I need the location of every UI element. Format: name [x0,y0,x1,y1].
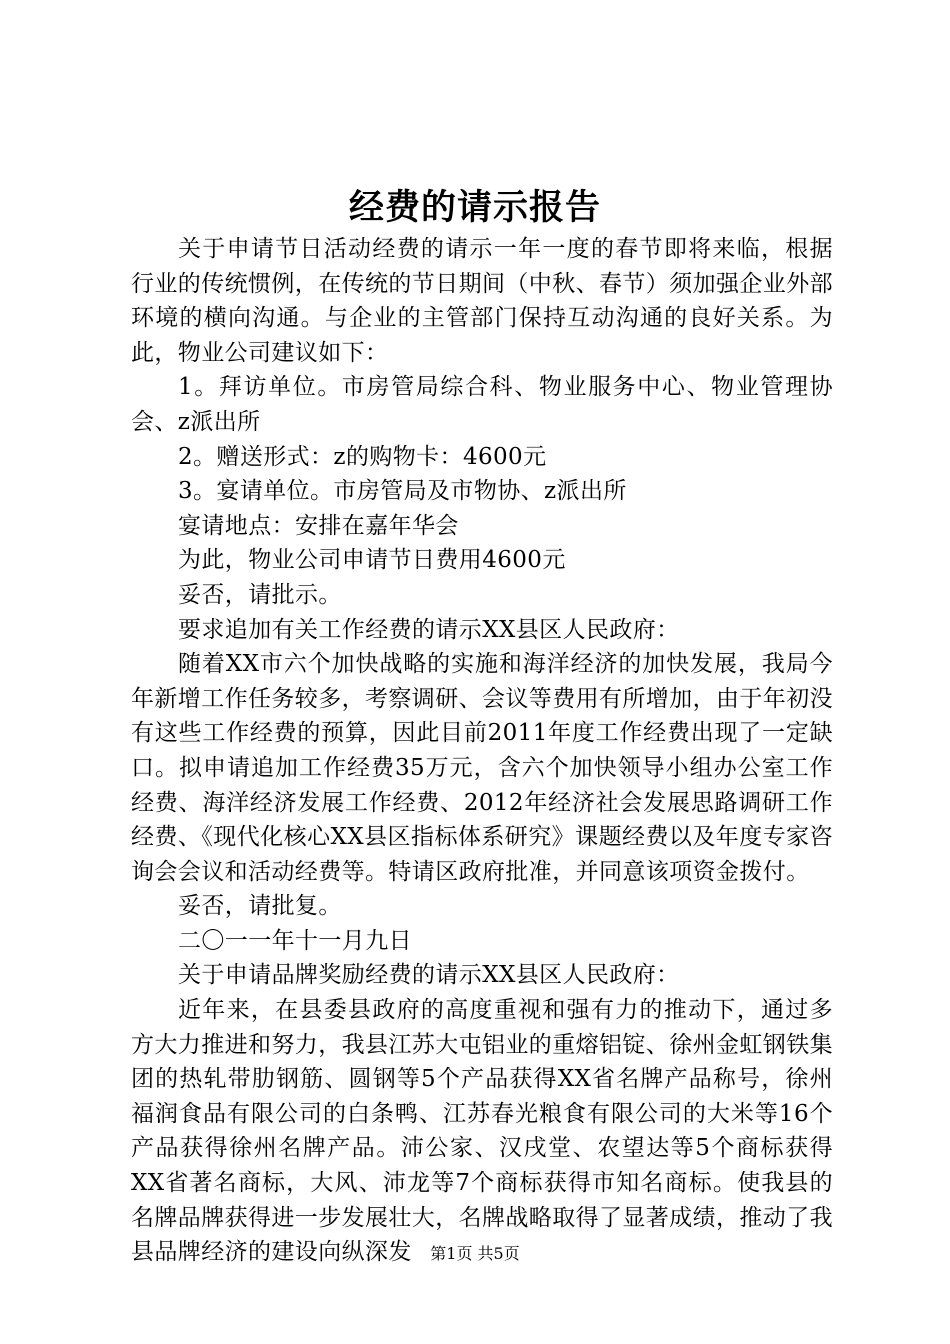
paragraph: 3。宴请单位。市房管局及市物协、z派出所 [178,478,627,505]
paragraph: 妥否，请批示。 [178,581,342,608]
paragraph: 关于申请节日活动经费的请示一年一度的春节即将来临，根据行业的传统惯例，在传统的节日期间（中秋、春节）须加强企业外部环境的横向沟通。与企业的主管部门保持互动沟通的良好关系。为此，物业公司建议如下： [131,236,833,366]
paragraph: 妥否，请批复。 [178,893,342,920]
paragraph: 宴请地点：安排在嘉年华会 [178,512,459,539]
paragraph: 1。拜访单位。市房管局综合科、物业服务中心、物业管理协会、z派出所 [131,374,833,435]
document-body [131,232,833,1270]
paragraph: 随着XX市六个加快战略的实施和海洋经济的加快发展，我局今年新增工作任务较多，考察调研、会议等费用有所增加，由于年初没有这些工作经费的预算，因此目前2011年度工作经费出现了一定缺口。拟申请追加工作经费35万元，含六个加快领导小组办公室工作经费、海洋经济发展工作经费、2012年经济社会发展思路调研工作经费、《现代化核心XX县区指标体系研究》课题经费以及年度专家咨询会会议和活动经费等。特请区政府批准，并同意该项资金拨付。 [131,651,833,885]
paragraph: 关于申请品牌奖励经费的请示XX县区人民政府： [178,962,680,989]
paragraph: 二〇一一年十一月九日 [178,927,412,954]
document-title: 经费的请示报告 [348,187,601,228]
paragraph: 要求追加有关工作经费的请示XX县区人民政府： [178,616,680,643]
paragraph: 为此，物业公司申请节日费用4600元 [178,547,566,574]
paragraph: 2。赠送形式：z的购物卡：4600元 [178,443,547,470]
page-number-footer: 第1页 共5页 [430,1244,520,1263]
paragraph: 近年来，在县委县政府的高度重视和强有力的推动下，通过多方大力推进和努力，我县江苏大屯铝业的重熔铝锭、徐州金虹钢铁集团的热轧带肋钢筋、圆钢等5个产品获得XX省名牌产品称号，徐州福润食品有限公司的白条鸭、江苏春光粮食有限公司的大米等16个产品获得徐州名牌产品。沛公家、汉戌堂、农望达等5个商标获得XX省著名商标，大风、沛龙等7个商标获得市知名商标。使我县的名牌品牌获得进一步发展壮大，名牌战略取得了显著成绩，推动了我县品牌经济的建设向纵深发 [131,997,833,1266]
